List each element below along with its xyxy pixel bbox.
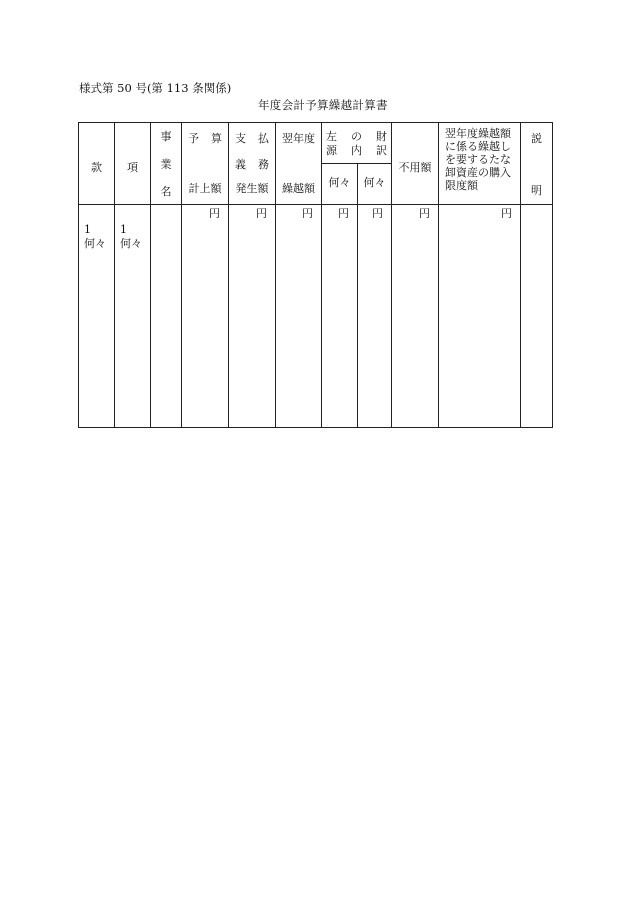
header-funding-breakdown: 左 の 財 源 内 訳 [322,123,392,164]
cell-kan: 1 何々 [79,205,115,428]
header-budget-amount: 予 算 計上額 [182,123,229,205]
cell-inventory-limit: 円 [439,205,521,428]
cell-funding-sub-1: 円 [322,205,358,428]
cell-unused-amount: 円 [392,205,439,428]
cell-budget-amount: 円 [182,205,229,428]
cell-payment-obligation: 円 [229,205,276,428]
header-funding-sub-2: 何々 [358,164,392,205]
cell-kou: 1 何々 [115,205,151,428]
cell-business-name [151,205,182,428]
document-title: 年度会計予算繰越計算書 [258,98,388,112]
form-number: 様式第 50 号(第 113 条関係) [79,81,232,95]
header-description: 説 明 [521,123,553,205]
header-kou: 項 [115,123,151,205]
header-kan: 款 [79,123,115,205]
header-payment-obligation: 支 払 義 務 発生額 [229,123,276,205]
header-inventory-limit: 翌年度繰越額 に係る繰越し を要するたな 卸資産の購入 限度額 [439,123,521,205]
header-unused-amount: 不用額 [392,123,439,205]
cell-funding-sub-2: 円 [358,205,392,428]
header-business-name: 事 業 名 [151,123,182,205]
cell-carryover-amount: 円 [276,205,322,428]
header-funding-sub-1: 何々 [322,164,358,205]
cell-description [521,205,553,428]
header-carryover-amount: 翌年度 繰越額 [276,123,322,205]
carryover-table [78,122,553,428]
